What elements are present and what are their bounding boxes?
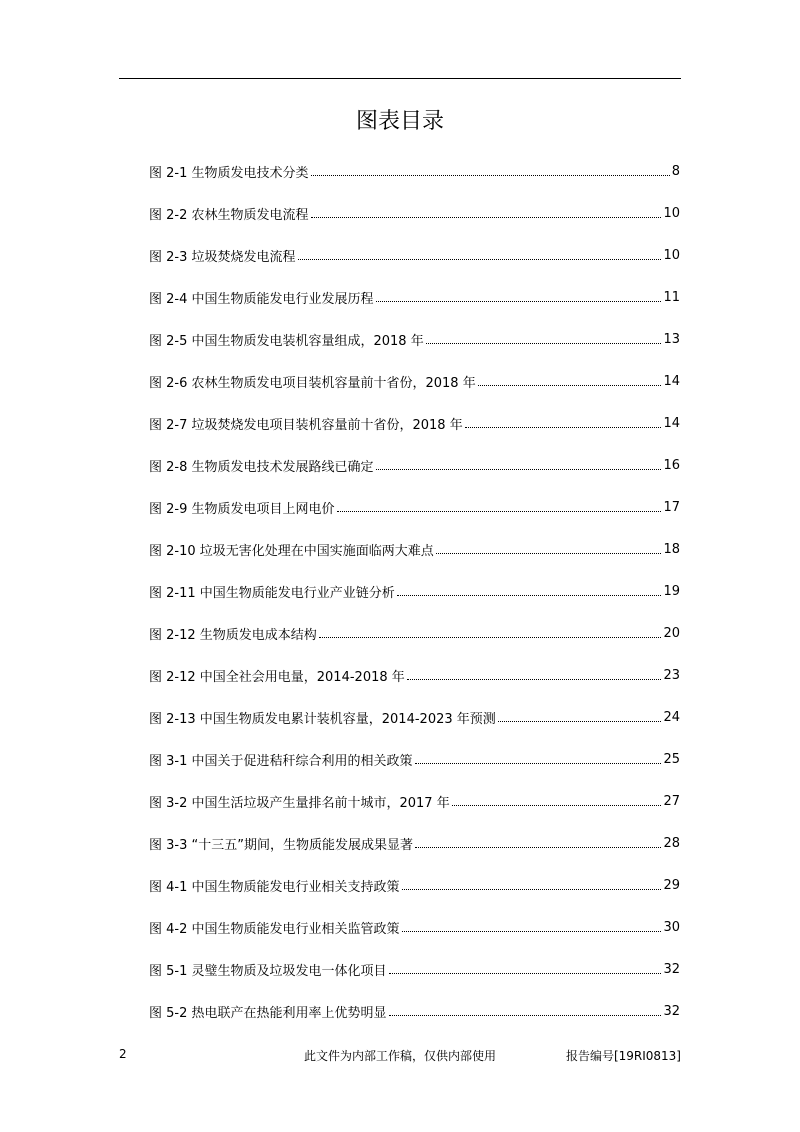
toc-entry-page: 14	[663, 373, 680, 389]
toc-entry[interactable]	[149, 318, 680, 360]
toc-entry-page: 24	[663, 709, 680, 725]
page-title: 图表目录	[355, 109, 444, 134]
footer-page-number: 2	[119, 1047, 127, 1061]
toc-entry-page: 28	[663, 835, 680, 851]
toc-entry[interactable]	[149, 906, 680, 948]
header-rule	[119, 78, 681, 79]
toc-dot-leader	[415, 846, 661, 848]
toc-entry[interactable]	[149, 780, 680, 822]
toc-entry[interactable]	[149, 444, 680, 486]
toc-entry[interactable]	[149, 948, 680, 990]
toc-dot-leader	[402, 888, 662, 890]
toc-entry-label: 图 4-2 中国生物质能发电行业相关监管政策	[149, 921, 400, 937]
toc-dot-leader	[311, 174, 670, 176]
toc-entry-page: 13	[663, 331, 680, 347]
footer-report-number: 报告编号[19RI0813]	[565, 1049, 681, 1063]
toc-dot-leader	[436, 552, 662, 554]
toc-entry-label: 图 2-2 农林生物质发电流程	[149, 207, 309, 223]
toc-entry[interactable]	[149, 990, 680, 1032]
footer-confidential-note: 此文件为内部工作稿，仅供内部使用	[303, 1049, 496, 1063]
toc-entry[interactable]	[149, 612, 680, 654]
toc-entry-label: 图 2-1 生物质发电技术分类	[149, 165, 309, 181]
toc-entry[interactable]	[149, 738, 680, 780]
toc-entry-label: 图 2-4 中国生物质能发电行业发展历程	[149, 291, 374, 307]
toc-entry-label: 图 2-7 垃圾焚烧发电项目装机容量前十省份，2018 年	[149, 417, 463, 433]
toc-entry-label: 图 2-12 生物质发电成本结构	[149, 627, 317, 643]
toc-entry-page: 18	[663, 541, 680, 557]
toc-entry-page: 30	[663, 919, 680, 935]
toc-dot-leader	[402, 930, 662, 932]
toc-entry-label: 图 3-3 “十三五”期间，生物质能发展成果显著	[149, 837, 413, 853]
toc-entry-label: 图 4-1 中国生物质能发电行业相关支持政策	[149, 879, 400, 895]
toc-entry[interactable]	[149, 150, 680, 192]
toc-entry-label: 图 3-1 中国关于促进秸秆综合利用的相关政策	[149, 753, 413, 769]
toc-entry-label: 图 2-11 中国生物质能发电行业产业链分析	[149, 585, 395, 601]
toc-dot-leader	[389, 972, 662, 974]
toc-entry-label: 图 2-6 农林生物质发电项目装机容量前十省份，2018 年	[149, 375, 476, 391]
toc-entry-page: 32	[663, 1003, 680, 1019]
toc-entry-page: 10	[663, 205, 680, 221]
toc-entry-label: 图 3-2 中国生活垃圾产生量排名前十城市，2017 年	[149, 795, 450, 811]
toc-dot-leader	[498, 720, 662, 722]
toc-entry-page: 29	[663, 877, 680, 893]
toc-dot-leader	[298, 258, 662, 260]
toc-entry-page: 10	[663, 247, 680, 263]
toc-entry[interactable]	[149, 696, 680, 738]
toc-dot-leader	[407, 678, 662, 680]
toc-list	[149, 150, 680, 1032]
toc-entry[interactable]	[149, 360, 680, 402]
toc-dot-leader	[376, 300, 662, 302]
toc-dot-leader	[397, 594, 662, 596]
toc-entry-label: 图 2-5 中国生物质发电装机容量组成，2018 年	[149, 333, 424, 349]
toc-entry[interactable]	[149, 486, 680, 528]
toc-dot-leader	[319, 636, 662, 638]
toc-entry[interactable]	[149, 570, 680, 612]
toc-entry-label: 图 5-2 热电联产在热能利用率上优势明显	[149, 1005, 387, 1021]
toc-entry-page: 27	[663, 793, 680, 809]
toc-entry[interactable]	[149, 654, 680, 696]
toc-entry-page: 19	[663, 583, 680, 599]
toc-entry[interactable]	[149, 528, 680, 570]
toc-dot-leader	[389, 1014, 662, 1016]
toc-entry-label: 图 5-1 灵璧生物质及垃圾发电一体化项目	[149, 963, 387, 979]
toc-entry-page: 25	[663, 751, 680, 767]
toc-entry[interactable]	[149, 276, 680, 318]
toc-dot-leader	[465, 426, 662, 428]
toc-entry[interactable]	[149, 402, 680, 444]
toc-entry[interactable]	[149, 864, 680, 906]
toc-entry-page: 32	[663, 961, 680, 977]
toc-dot-leader	[426, 342, 662, 344]
toc-entry-page: 16	[663, 457, 680, 473]
toc-dot-leader	[376, 468, 662, 470]
toc-entry-page: 23	[663, 667, 680, 683]
toc-entry-page: 20	[663, 625, 680, 641]
toc-entry-label: 图 2-9 生物质发电项目上网电价	[149, 501, 335, 517]
toc-entry-label: 图 2-10 垃圾无害化处理在中国实施面临两大难点	[149, 543, 434, 559]
toc-entry-page: 11	[663, 289, 680, 305]
toc-entry-label: 图 2-3 垃圾焚烧发电流程	[149, 249, 296, 265]
toc-entry-page: 14	[663, 415, 680, 431]
toc-dot-leader	[311, 216, 662, 218]
toc-entry-page: 8	[671, 163, 680, 179]
toc-entry-page: 17	[663, 499, 680, 515]
toc-dot-leader	[337, 510, 662, 512]
toc-dot-leader	[478, 384, 662, 386]
toc-entry-label: 图 2-13 中国生物质发电累计装机容量，2014-2023 年预测	[149, 711, 496, 727]
toc-entry-label: 图 2-12 中国全社会用电量，2014-2018 年	[149, 669, 405, 685]
toc-dot-leader	[452, 804, 662, 806]
toc-entry[interactable]	[149, 234, 680, 276]
toc-dot-leader	[415, 762, 662, 764]
toc-entry-label: 图 2-8 生物质发电技术发展路线已确定	[149, 459, 374, 475]
toc-entry[interactable]	[149, 822, 680, 864]
toc-entry[interactable]	[149, 192, 680, 234]
